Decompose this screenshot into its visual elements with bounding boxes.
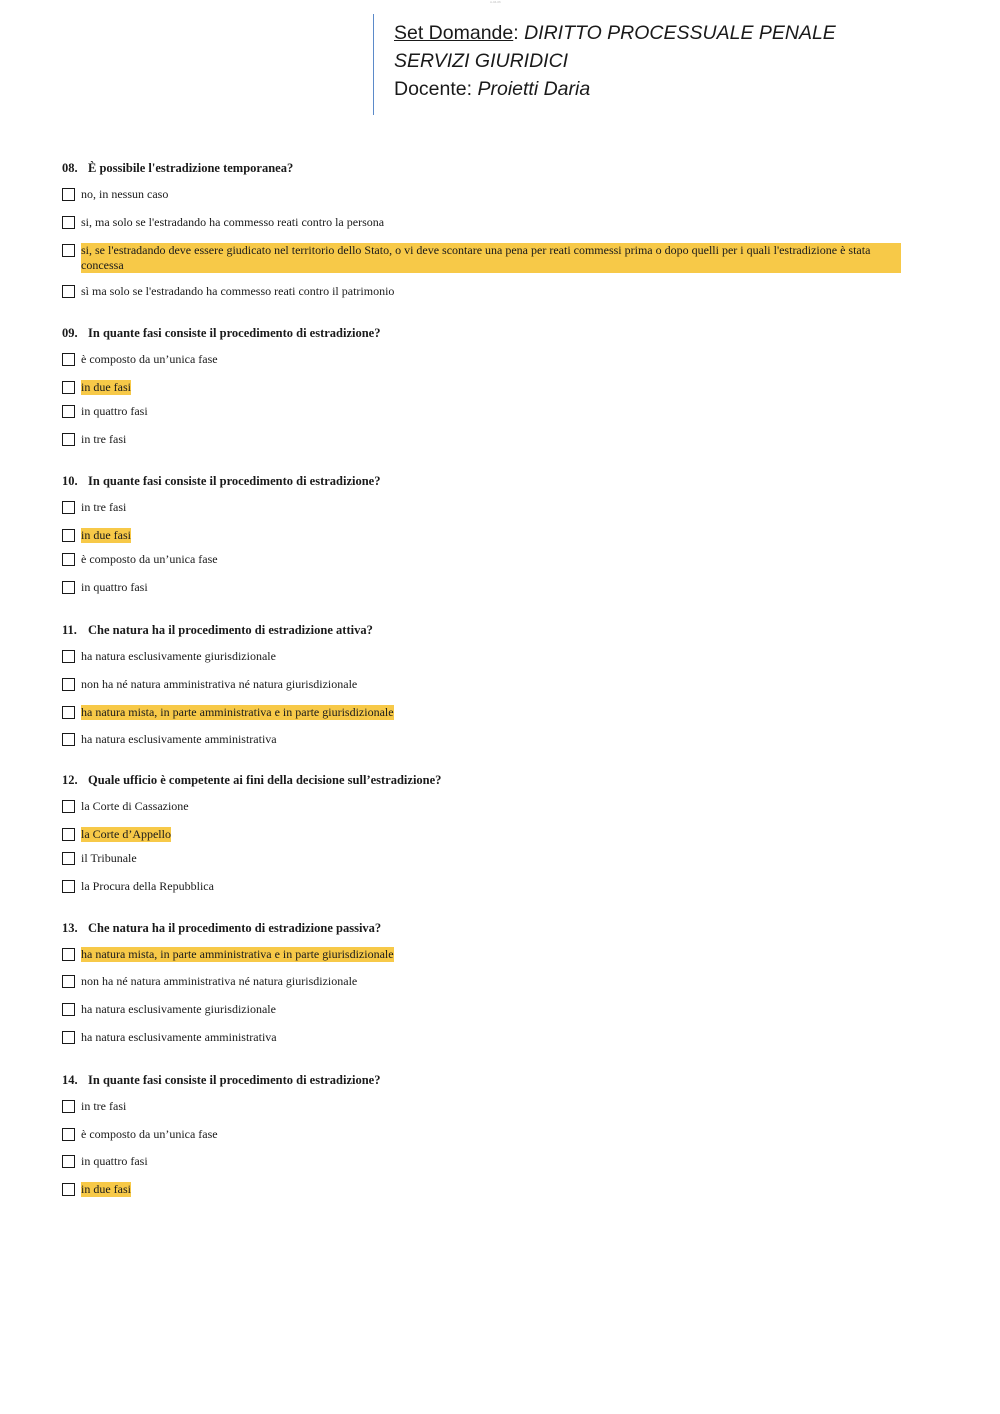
question-title: [62, 1071, 902, 1089]
answer-checkbox[interactable]: [62, 216, 75, 229]
question: [62, 1071, 902, 1196]
answer-checkbox[interactable]: [62, 852, 75, 865]
answer-text: ha natura esclusivamente amministrativa: [81, 732, 277, 746]
question-number: 13.: [62, 921, 78, 935]
question-text: In quante fasi consiste il procedimento di estradizione?: [88, 1073, 381, 1087]
correct-answer-text: in due fasi: [81, 528, 131, 542]
answer-text: la Procura della Repubblica: [81, 879, 214, 893]
question-text: Che natura ha il procedimento di estradizione passiva?: [88, 921, 382, 935]
answer-checkbox[interactable]: [62, 1183, 75, 1196]
question-set-line: Set Domande: DIRITTO PROCESSUALE PENALE: [394, 22, 836, 44]
answer-checkbox[interactable]: [62, 1031, 75, 1044]
answer-checkbox[interactable]: [62, 433, 75, 446]
question: [62, 919, 902, 1044]
page-mark: A-04-06: [490, 0, 501, 4]
question-text: Che natura ha il procedimento di estradizione attiva?: [88, 623, 373, 637]
answer-checkbox[interactable]: [62, 529, 75, 542]
answer-checkbox[interactable]: [62, 1003, 75, 1016]
question-text: In quante fasi consiste il procedimento di estradizione?: [88, 474, 381, 488]
set-label: Set Domande: [394, 22, 514, 44]
question-title: [62, 324, 902, 342]
answer-checkbox[interactable]: [62, 800, 75, 813]
question-text: È possibile l'estradizione temporanea?: [88, 161, 294, 175]
answer-checkbox[interactable]: [62, 244, 75, 257]
answer-checkbox[interactable]: [62, 678, 75, 691]
answer-text: è composto da un’unica fase: [81, 1127, 218, 1141]
question-number: 10.: [62, 474, 78, 488]
question: [62, 159, 902, 298]
question: [62, 771, 902, 893]
correct-answer-text: si, se l'estradando deve essere giudicato nel territorio dello Stato, o vi deve scontare una pena per reati commessi prima o dopo quelli per i quali l'estradizione è stata concessa: [81, 243, 901, 273]
answer-text: non ha né natura amministrativa né natura giurisdizionale: [81, 974, 358, 988]
answer-checkbox[interactable]: [62, 405, 75, 418]
answer-checkbox[interactable]: [62, 948, 75, 961]
question-number: 11.: [62, 623, 77, 637]
question-title: [62, 472, 902, 490]
answer-text: in tre fasi: [81, 1099, 127, 1113]
question: [62, 472, 902, 594]
answer-checkbox[interactable]: [62, 975, 75, 988]
answer-text: la Corte di Cassazione: [81, 799, 189, 813]
teacher-name: Proietti Daria: [477, 78, 591, 100]
set-value: DIRITTO PROCESSUALE PENALE: [524, 22, 836, 44]
correct-answer-text: in due fasi: [81, 1182, 131, 1196]
answer-checkbox[interactable]: [62, 828, 75, 841]
answer-checkbox[interactable]: [62, 501, 75, 514]
answer-checkbox[interactable]: [62, 1155, 75, 1168]
correct-answer-text: ha natura mista, in parte amministrativa e in parte giurisdizionale: [81, 705, 394, 719]
answer-text: si, ma solo se l'estradando ha commesso reati contro la persona: [81, 215, 385, 229]
answer-checkbox[interactable]: [62, 1100, 75, 1113]
answer-text: il Tribunale: [81, 851, 137, 865]
answer-text: in quattro fasi: [81, 404, 148, 418]
question-number: 08.: [62, 161, 78, 175]
answer-checkbox[interactable]: [62, 381, 75, 394]
document-header: [373, 14, 836, 115]
question-title: [62, 919, 902, 937]
question-text: In quante fasi consiste il procedimento di estradizione?: [88, 326, 381, 340]
correct-answer-text: la Corte d’Appello: [81, 827, 171, 841]
question: [62, 621, 902, 746]
set-value-continued: SERVIZI GIURIDICI: [394, 50, 569, 72]
answer-text: è composto da un’unica fase: [81, 352, 218, 366]
correct-answer-text: ha natura mista, in parte amministrativa e in parte giurisdizionale: [81, 947, 394, 961]
question-number: 14.: [62, 1073, 78, 1087]
question: [62, 324, 902, 446]
question-title: [62, 621, 902, 639]
answer-text: è composto da un’unica fase: [81, 552, 218, 566]
answer-text: non ha né natura amministrativa né natura giurisdizionale: [81, 677, 358, 691]
question-number: 12.: [62, 773, 78, 787]
answer-checkbox[interactable]: [62, 1128, 75, 1141]
teacher-label: Docente: [394, 78, 467, 100]
question-title: [62, 771, 902, 789]
question-number: 09.: [62, 326, 78, 340]
answer-text: ha natura esclusivamente giurisdizionale: [81, 649, 276, 663]
answer-checkbox[interactable]: [62, 733, 75, 746]
answer-checkbox[interactable]: [62, 706, 75, 719]
answer-text: ha natura esclusivamente amministrativa: [81, 1030, 277, 1044]
answer-text: ha natura esclusivamente giurisdizionale: [81, 1002, 276, 1016]
question-text: Quale ufficio è competente ai fini della decisione sull’estradizione?: [88, 773, 442, 787]
answer-text: in quattro fasi: [81, 1154, 148, 1168]
answer-text: in tre fasi: [81, 432, 127, 446]
answer-checkbox[interactable]: [62, 880, 75, 893]
answer-checkbox[interactable]: [62, 553, 75, 566]
answer-text: in quattro fasi: [81, 580, 148, 594]
answer-checkbox[interactable]: [62, 581, 75, 594]
teacher-line: Docente: Proietti Daria: [394, 78, 591, 100]
answer-checkbox[interactable]: [62, 285, 75, 298]
correct-answer-text: in due fasi: [81, 380, 131, 394]
answer-checkbox[interactable]: [62, 650, 75, 663]
answer-text: in tre fasi: [81, 500, 127, 514]
question-title: [62, 159, 902, 177]
answer-text: sì ma solo se l'estradando ha commesso reati contro il patrimonio: [81, 284, 395, 298]
answer-checkbox[interactable]: [62, 353, 75, 366]
answer-text: no, in nessun caso: [81, 187, 169, 201]
answer-checkbox[interactable]: [62, 188, 75, 201]
